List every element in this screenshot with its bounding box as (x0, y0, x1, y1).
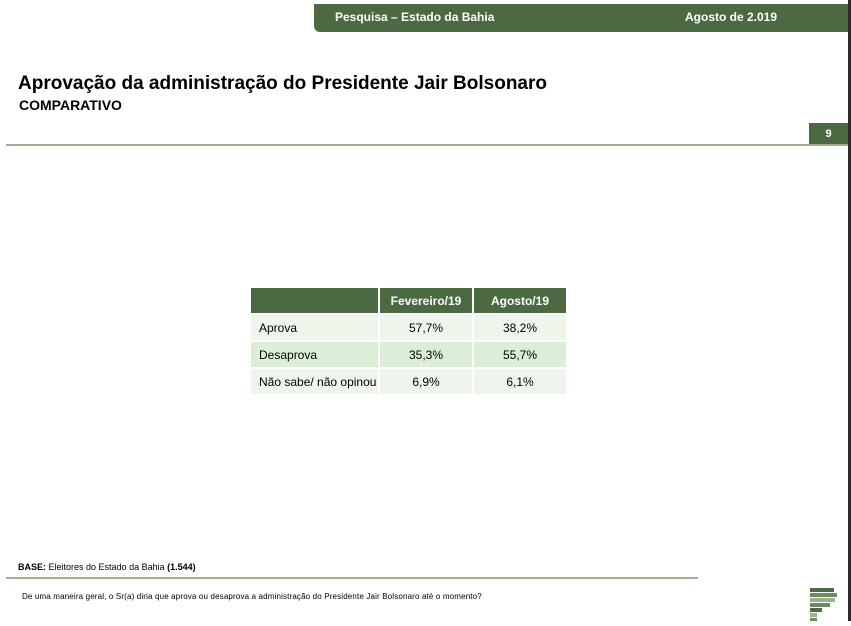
survey-question: De uma maneira geral, o Sr(a) diria que aprova ou desaprova a administração do Presidente Jair Bolsonaro até o momento? (22, 592, 482, 601)
stepped-bars-logo-icon (810, 588, 838, 621)
comparison-table (251, 288, 566, 396)
row-label: Não sabe/ não opinou (251, 369, 380, 396)
base-text: Eleitores do Estado da Bahia (46, 562, 168, 572)
row-label: Desaprova (251, 342, 380, 369)
page-title: Aprovação da administração do Presidente Jair Bolsonaro (18, 73, 547, 94)
header-divider (6, 144, 848, 146)
row-value-feb: 6,9% (380, 369, 474, 396)
base-label: BASE: (18, 562, 47, 572)
row-value-aug: 55,7% (474, 342, 566, 369)
page-number: 9 (809, 123, 848, 145)
row-value-aug: 38,2% (474, 315, 566, 342)
row-value-feb: 57,7% (380, 315, 474, 342)
table-row (251, 342, 566, 369)
table-row (251, 369, 566, 396)
column-header-label (251, 288, 380, 315)
sample-base (18, 562, 196, 572)
base-count: (1.544) (167, 562, 196, 572)
footer-divider (6, 577, 698, 579)
table-header-row (251, 288, 566, 315)
survey-date: Agosto de 2.019 (685, 10, 778, 24)
column-header-feb: Fevereiro/19 (380, 288, 474, 315)
row-value-aug: 6,1% (474, 369, 566, 396)
column-header-aug: Agosto/19 (474, 288, 566, 315)
table-row (251, 315, 566, 342)
row-label: Aprova (251, 315, 380, 342)
top-banner (314, 4, 848, 32)
row-value-feb: 35,3% (380, 342, 474, 369)
page-subtitle: COMPARATIVO (19, 97, 122, 113)
survey-name: Pesquisa – Estado da Bahia (335, 10, 495, 24)
